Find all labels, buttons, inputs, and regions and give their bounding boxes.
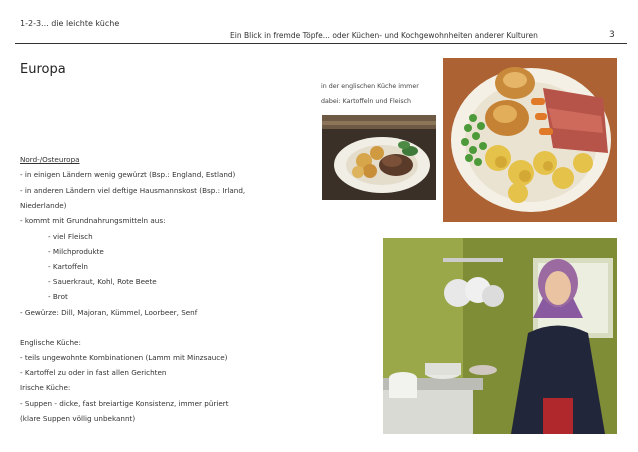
- list-item: - Brot: [48, 292, 68, 301]
- english-line: - Kartoffel zu oder in fast allen Gerichten: [20, 368, 167, 377]
- roast-plate-illustration-small: [322, 115, 436, 200]
- irish-heading: Irische Küche:: [20, 383, 71, 392]
- roast-plate-photo-small: [322, 115, 436, 200]
- page-number: 3: [609, 30, 615, 40]
- kitchen-photo: [383, 238, 617, 434]
- irish-line: (klare Suppen völlig unbekannt): [20, 414, 136, 423]
- roast-plate-photo-large: [443, 58, 617, 222]
- section-line: - in anderen Ländern viel deftige Hausmannskost (Bsp.: Irland,: [20, 186, 246, 195]
- header-rule: [15, 43, 627, 44]
- section-line: - kommt mit Grundnahrungsmitteln aus:: [20, 216, 166, 225]
- caption-line-1: in der englischen Küche immer: [321, 83, 419, 90]
- english-heading: Englische Küche:: [20, 338, 81, 347]
- caption-line-2: dabei: Kartoffeln und Fleisch: [321, 98, 412, 105]
- section-line: Niederlande): [20, 201, 67, 210]
- roast-plate-illustration-large: [443, 58, 617, 222]
- section-line: - in einigen Ländern wenig gewürzt (Bsp.: England, Estland): [20, 170, 236, 179]
- header-left: 1-2-3... die leichte küche: [20, 19, 120, 28]
- kitchen-illustration: [383, 238, 617, 434]
- section-heading: Nord-/Osteuropa: [20, 155, 80, 164]
- page-title: Europa: [20, 62, 66, 77]
- list-item: - viel Fleisch: [48, 232, 93, 241]
- header-right: Ein Blick in fremde Töpfe... oder Küchen- und Kochgewohnheiten anderer Kulturen: [230, 31, 538, 40]
- spices-line: - Gewürze: Dill, Majoran, Kümmel, Loorbeer, Senf: [20, 308, 198, 317]
- list-item: - Kartoffeln: [48, 262, 88, 271]
- english-line: - teils ungewohnte Kombinationen (Lamm mit Minzsauce): [20, 353, 228, 362]
- irish-line: - Suppen - dicke, fast breiartige Konsistenz, immer püriert: [20, 399, 229, 408]
- list-item: - Milchprodukte: [48, 247, 104, 256]
- list-item: - Sauerkraut, Kohl, Rote Beete: [48, 277, 157, 286]
